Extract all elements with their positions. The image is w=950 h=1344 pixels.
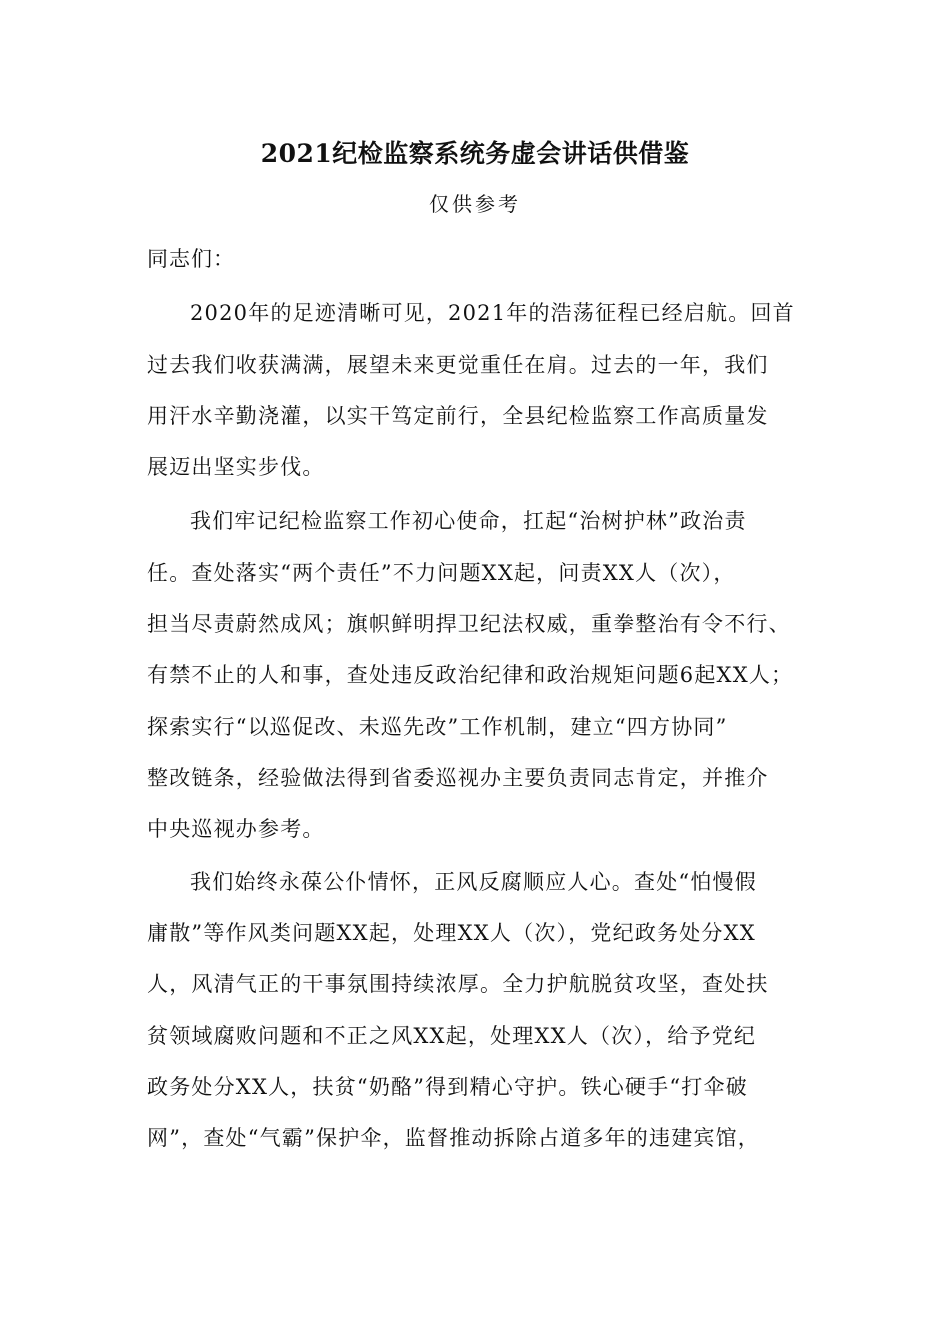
paragraph-line: 我们始终永葆公仆情怀，正风反腐顺应人心。查处“怕慢假 (190, 870, 757, 894)
paragraph-line: 整改链条，经验做法得到省委巡视办主要负责同志肯定，并推介 (147, 766, 769, 790)
paragraph-line: 中央巡视办参考。 (147, 817, 325, 841)
paragraph-line: 过去我们收获满满，展望未来更觉重任在肩。过去的一年，我们 (147, 353, 769, 377)
paragraph-line: 探索实行“以巡促改、未巡先改”工作机制，建立“四方协同” (147, 715, 728, 739)
paragraph-line: 2020年的足迹清晰可见，2021年的浩荡征程已经启航。回首 (190, 301, 795, 325)
paragraph-line: 庸散”等作风类问题XX起，处理XX人（次），党纪政务处分XX (147, 921, 756, 945)
paragraph-line: 人，风清气正的干事氛围持续浓厚。全力护航脱贫攻坚，查处扶 (147, 972, 769, 996)
paragraph-line: 网”，查处“气霸”保护伞，监督推动拆除占道多年的违建宾馆， (147, 1126, 761, 1150)
document-title: 2021纪检监察系统务虚会讲话供借鉴 (260, 139, 690, 168)
paragraph-line: 有禁不止的人和事，查处违反政治纪律和政治规矩问题6起XX人； (147, 663, 794, 687)
document-subtitle: 仅供参考 (429, 192, 521, 216)
paragraph-line: 用汗水辛勤浇灌，以实干笃定前行，全县纪检监察工作高质量发 (147, 404, 769, 428)
paragraph-line: 贫领域腐败问题和不正之风XX起，处理XX人（次），给予党纪 (147, 1024, 757, 1048)
paragraph-line: 任。查处落实“两个责任”不力问题XX起，问责XX人（次）， (147, 561, 736, 585)
paragraph-line: 政务处分XX人，扶贫“奶酪”得到精心守护。铁心硬手“打伞破 (147, 1075, 748, 1099)
paragraph-line: 我们牢记纪检监察工作初心使命，扛起“治树护林”政治责 (190, 509, 747, 533)
paragraph-line: 担当尽责蔚然成风；旗帜鲜明捍卫纪法权威，重拳整治有令不行、 (147, 612, 791, 636)
paragraph-line: 展迈出坚实步伐。 (147, 455, 325, 479)
salutation: 同志们： (147, 247, 235, 271)
